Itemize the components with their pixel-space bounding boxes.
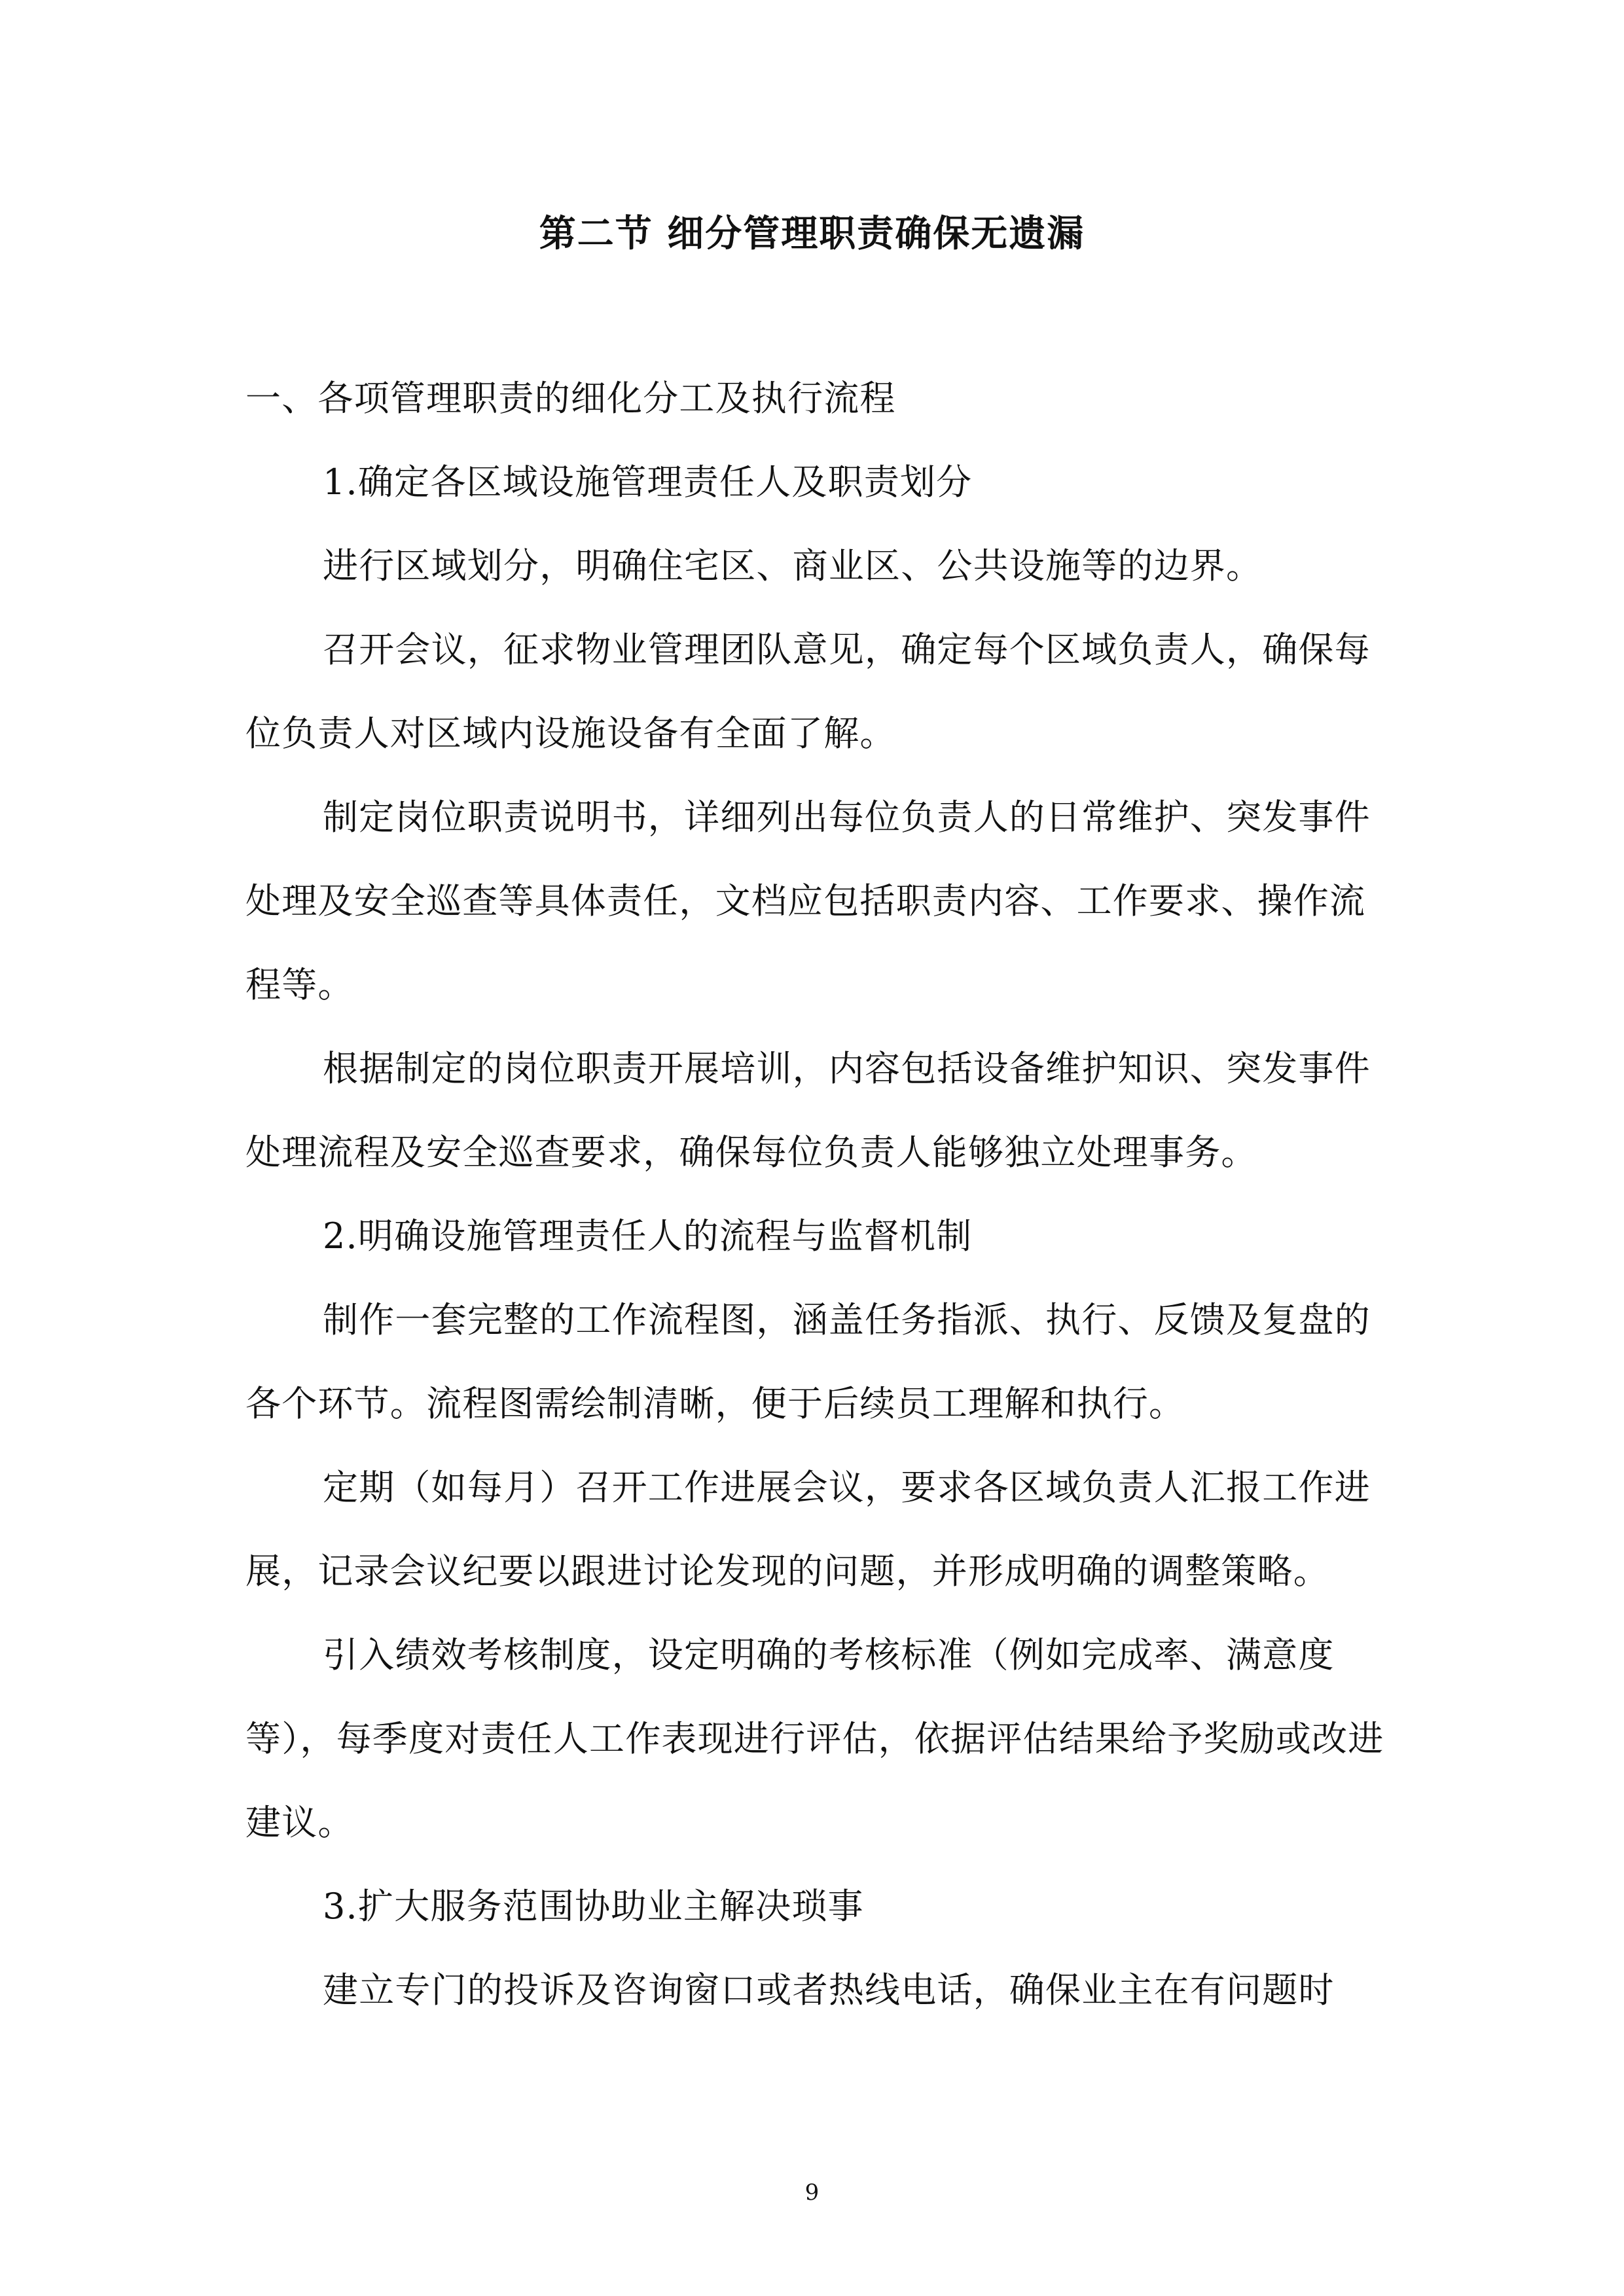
paragraph: 根据制定的岗位职责开展培训，内容包括设备维护知识、突发事件处理流程及安全巡查要求，确保每位负责人能够独立处理事务。 — [245, 1048, 1371, 1173]
page-number: 9 — [804, 2179, 820, 2206]
paragraph: 召开会议，征求物业管理团队意见，确定每个区域负责人，确保每位负责人对区域内设施设备有全面了解。 — [245, 629, 1371, 754]
paragraph: 引入绩效考核制度，设定明确的考核标准（例如完成率、满意度等），每季度对责任人工作表现进行评估，依据评估结果给予奖励或改进建议。 — [245, 1634, 1384, 1843]
paragraph: 进行区域划分，明确住宅区、商业区、公共设施等的边界。 — [323, 545, 1263, 586]
subheading-1: 1.确定各区域设施管理责任人及职责划分 — [323, 461, 973, 503]
paragraph: 建立专门的投诉及咨询窗口或者热线电话，确保业主在有问题时 — [323, 1969, 1335, 2011]
subheading-3: 3.扩大服务范围协助业主解决琐事 — [323, 1886, 864, 1927]
paragraph: 制定岗位职责说明书，详细列出每位负责人的日常维护、突发事件处理及安全巡查等具体责任，文档应包括职责内容、工作要求、操作流程等。 — [245, 797, 1371, 1005]
paragraph: 制作一套完整的工作流程图，涵盖任务指派、执行、反馈及复盘的各个环节。流程图需绘制清晰，便于后续员工理解和执行。 — [245, 1299, 1371, 1424]
subheading-2: 2.明确设施管理责任人的流程与监督机制 — [323, 1215, 973, 1257]
section-title: 第二节 细分管理职责确保无遗漏 — [539, 213, 1085, 255]
paragraph: 定期（如每月）召开工作进展会议，要求各区域负责人汇报工作进展，记录会议纪要以跟进讨论发现的问题，并形成明确的调整策略。 — [245, 1467, 1371, 1592]
document-body — [245, 357, 1384, 2032]
section-heading: 一、各项管理职责的细化分工及执行流程 — [245, 378, 896, 419]
